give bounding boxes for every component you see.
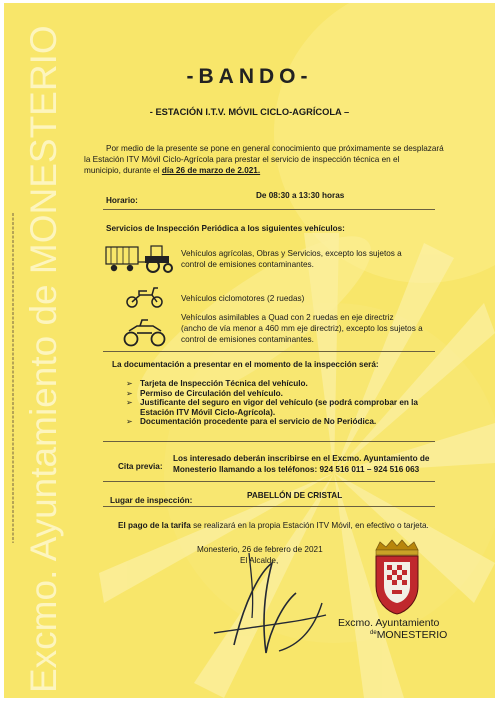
- document-page: [4, 3, 495, 698]
- divider-3: [103, 441, 435, 442]
- intro-line-3: [84, 165, 444, 176]
- quad-icon: [123, 317, 167, 347]
- intro-line-3-text: municipio, durante el: [84, 166, 162, 175]
- lugar-label: Lugar de inspección:: [110, 496, 193, 505]
- pago-text: [118, 520, 458, 531]
- list-item: ➢ Permiso de Circulación del vehículo.: [126, 388, 283, 398]
- intro-line-1: Por medio de la presente se pone en general conocimiento que próximamente se desplazará: [106, 144, 444, 153]
- list-item: ➢ Documentación procedente para el servicio de No Periódica.: [126, 417, 377, 427]
- pago-rest: se realizará en la propia Estación ITV Móvil, en efectivo o tarjeta.: [190, 521, 429, 530]
- pago-bold: El pago de la tarifa: [118, 521, 191, 530]
- arrow-bullet-icon: ➢: [126, 398, 133, 408]
- crest-icon: [370, 538, 424, 616]
- cita-line-2: Monesterio llamando a los teléfonos: 924 516 011 – 924 516 063: [173, 465, 420, 474]
- moped-icon: [125, 285, 165, 309]
- list-item: ➢ Tarjeta de Inspección Técnica del vehículo.: [126, 379, 308, 388]
- arrow-bullet-icon: ➢: [126, 388, 133, 398]
- intro-paragraph: [84, 143, 444, 176]
- lugar-value: PABELLÓN DE CRISTAL: [247, 491, 343, 500]
- inspection-date: día 26 de marzo de 2.021.: [161, 166, 261, 175]
- service-item-3: [181, 312, 443, 345]
- page-subtitle: - ESTACIÓN I.T.V. MÓVIL CICLO-AGRÍCOLA –: [149, 107, 350, 117]
- cita-label: Cita previa:: [118, 462, 163, 471]
- divider-1: [103, 209, 435, 210]
- intro-line-2: la Estación ITV Móvil Ciclo-Agrícola para prestar el servicio de inspección técnica en el: [84, 155, 400, 164]
- logo-de: de: [370, 630, 377, 636]
- service-item-3-line-1: Vehículos asimilables a Quad con 2 ruedas en eje directriz: [181, 313, 394, 322]
- service-item-3-line-3: control de emisiones contaminantes.: [181, 335, 314, 344]
- divider-5: [103, 506, 435, 507]
- horario-value: De 08:30 a 13:30 horas: [256, 191, 345, 200]
- service-item-3-line-2: (ancho de vía menor a 460 mm eje directriz), excepto los sujetos a: [181, 324, 423, 333]
- cita-line-1: Los interesado deberán inscribirse en el Excmo. Ayuntamiento de: [173, 454, 430, 463]
- divider-4: [103, 481, 435, 482]
- handwritten-signature: [204, 533, 334, 673]
- service-item-2: Vehículos ciclomotores (2 ruedas): [181, 294, 305, 303]
- watermark-text: Excmo. Ayuntamiento de MONESTERIO: [23, 25, 64, 693]
- arrow-bullet-icon: ➢: [126, 417, 133, 427]
- documentacion-heading: La documentación a presentar en el momento de la inspección será:: [112, 360, 379, 369]
- page-title: -BANDO-: [186, 65, 313, 88]
- documentacion-list: [126, 379, 444, 427]
- cita-text: [173, 453, 443, 475]
- list-item: ➢ Justificante del seguro en vigor del vehículo (se podrá comprobar en la Estación ITV Móvil Ciclo-Agrícola).: [126, 398, 418, 417]
- logo-line-1: Excmo. Ayuntamiento: [338, 617, 440, 629]
- arrow-bullet-icon: ➢: [126, 379, 133, 388]
- servicios-heading: Servicios de Inspección Periódica a los siguientes vehículos:: [106, 224, 345, 233]
- logo-line-2: [370, 629, 447, 641]
- service-item-1-line-2: control de emisiones contaminantes.: [181, 260, 314, 269]
- logo-municipality: MONESTERIO: [376, 629, 448, 641]
- divider-2: [103, 351, 435, 352]
- service-item-1: [181, 248, 443, 270]
- signature-role: El Alcalde,: [240, 556, 279, 565]
- signature-place-date: Monesterio, 26 de febrero de 2021: [197, 545, 323, 554]
- registry-rail: [10, 213, 16, 543]
- tractor-truck-icon: [105, 244, 175, 274]
- horario-label: Horario:: [106, 196, 138, 205]
- service-item-1-line-1: Vehículos agrícolas, Obras y Servicios, excepto los sujetos a: [181, 249, 402, 258]
